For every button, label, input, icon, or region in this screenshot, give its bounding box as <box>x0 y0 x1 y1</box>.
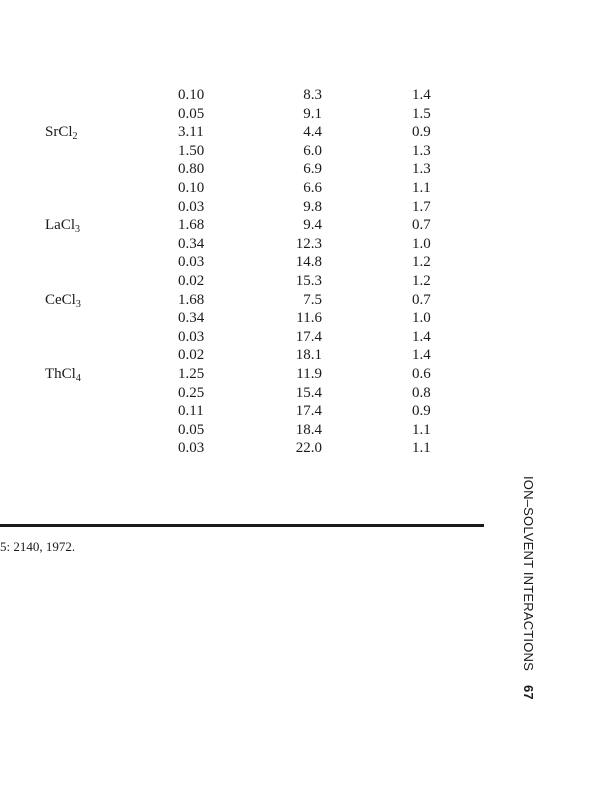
concentration-cell: 0.25 <box>178 384 205 401</box>
concentration-cell: 1.50 <box>178 142 205 159</box>
concentration-cell: 1.68 <box>178 217 205 234</box>
table-row <box>0 346 480 364</box>
value-cell: 18.4 <box>295 421 322 438</box>
concentration-cell: 0.03 <box>178 198 205 215</box>
concentration-cell: 0.03 <box>178 254 205 271</box>
concentration-cell: 1.68 <box>178 291 205 308</box>
compound-formula: ThCl <box>45 366 76 382</box>
table-row <box>0 402 480 420</box>
value-cell: 0.6 <box>412 366 431 382</box>
table-row <box>0 142 480 160</box>
value-cell: 7.5 <box>303 291 322 308</box>
value-cell: 0.8 <box>412 384 431 401</box>
value-cell: 1.0 <box>412 310 431 327</box>
value-cell: 0.7 <box>412 217 431 234</box>
table-row <box>0 160 480 178</box>
value-cell: 11.6 <box>296 310 322 327</box>
value-cell: 1.3 <box>412 161 431 178</box>
table-row <box>0 272 480 290</box>
table-row <box>0 328 480 346</box>
value-cell: 0.9 <box>412 403 431 420</box>
value-cell: 17.4 <box>295 403 322 420</box>
value-cell: 1.2 <box>412 254 431 271</box>
value-cell: 1.1 <box>412 421 431 438</box>
value-cell: 12.3 <box>295 235 322 252</box>
concentration-cell: 0.34 <box>178 235 205 252</box>
running-head-title: ION–SOLVENT INTERACTIONS <box>521 476 536 672</box>
footnote: 5: 2140, 1972. <box>0 539 76 554</box>
value-cell: 8.3 <box>303 87 322 103</box>
value-cell: 1.3 <box>412 142 431 159</box>
concentration-cell: 0.05 <box>178 105 205 122</box>
table-row <box>0 253 480 271</box>
concentration-cell: 0.02 <box>178 273 205 289</box>
value-cell: 1.7 <box>412 198 431 215</box>
table-row <box>0 439 480 457</box>
value-cell: 1.5 <box>412 105 431 122</box>
value-cell: 1.1 <box>412 440 431 457</box>
value-cell: 0.7 <box>412 291 431 308</box>
value-cell: 6.6 <box>303 180 322 196</box>
compound-label <box>45 216 80 234</box>
compound-subscript: 4 <box>75 373 81 384</box>
table-row <box>0 235 480 253</box>
value-cell: 17.4 <box>295 328 322 345</box>
value-cell: 15.3 <box>295 273 322 289</box>
concentration-cell: 0.10 <box>178 180 205 196</box>
value-cell: 22.0 <box>295 440 322 457</box>
value-cell: 6.9 <box>303 161 322 178</box>
value-cell: 1.2 <box>412 273 431 289</box>
concentration-cell: 1.25 <box>178 366 205 382</box>
value-cell: 0.9 <box>412 124 431 141</box>
compound-label <box>45 291 81 309</box>
value-cell: 9.1 <box>303 105 322 122</box>
concentration-cell: 0.05 <box>178 421 205 438</box>
value-cell: 1.4 <box>412 347 431 364</box>
table-row <box>0 216 480 234</box>
table-row <box>0 179 480 197</box>
value-cell: 1.4 <box>412 87 431 103</box>
compound-label <box>45 123 78 141</box>
value-cell: 11.9 <box>296 366 322 382</box>
table-row <box>0 365 480 383</box>
concentration-cell: 0.11 <box>178 403 204 420</box>
concentration-cell: 0.03 <box>178 328 205 345</box>
page-number: 67 <box>521 685 536 700</box>
compound-formula: SrCl <box>45 124 73 141</box>
compound-subscript: 3 <box>75 298 81 310</box>
running-head <box>515 476 541 726</box>
value-cell: 14.8 <box>295 254 322 271</box>
concentration-cell: 0.80 <box>178 161 205 178</box>
table-bottom-rule <box>0 524 484 527</box>
compound-formula: CeCl <box>45 291 76 308</box>
concentration-cell: 0.03 <box>178 440 205 457</box>
value-cell: 18.1 <box>295 347 322 364</box>
concentration-cell: 0.02 <box>178 347 205 364</box>
value-cell: 1.4 <box>412 328 431 345</box>
value-cell: 9.4 <box>303 217 322 234</box>
table-row <box>0 105 480 123</box>
value-cell: 6.0 <box>303 142 322 159</box>
compound-subscript: 3 <box>75 224 80 236</box>
concentration-cell: 0.34 <box>178 310 205 327</box>
value-cell: 1.1 <box>412 180 431 196</box>
table-row <box>0 86 480 104</box>
table-row <box>0 421 480 439</box>
compound-formula: LaCl <box>45 217 75 234</box>
table-row <box>0 384 480 402</box>
table-row <box>0 198 480 216</box>
concentration-cell: 0.10 <box>178 87 205 103</box>
table-row <box>0 309 480 327</box>
compound-label <box>45 365 81 383</box>
value-cell: 9.8 <box>303 198 322 215</box>
value-cell: 1.0 <box>412 235 431 252</box>
compound-subscript: 2 <box>72 131 78 143</box>
table-row <box>0 123 480 141</box>
table-row <box>0 291 480 309</box>
value-cell: 4.4 <box>303 124 322 141</box>
value-cell: 15.4 <box>295 384 322 401</box>
concentration-cell: 3.11 <box>178 124 204 141</box>
